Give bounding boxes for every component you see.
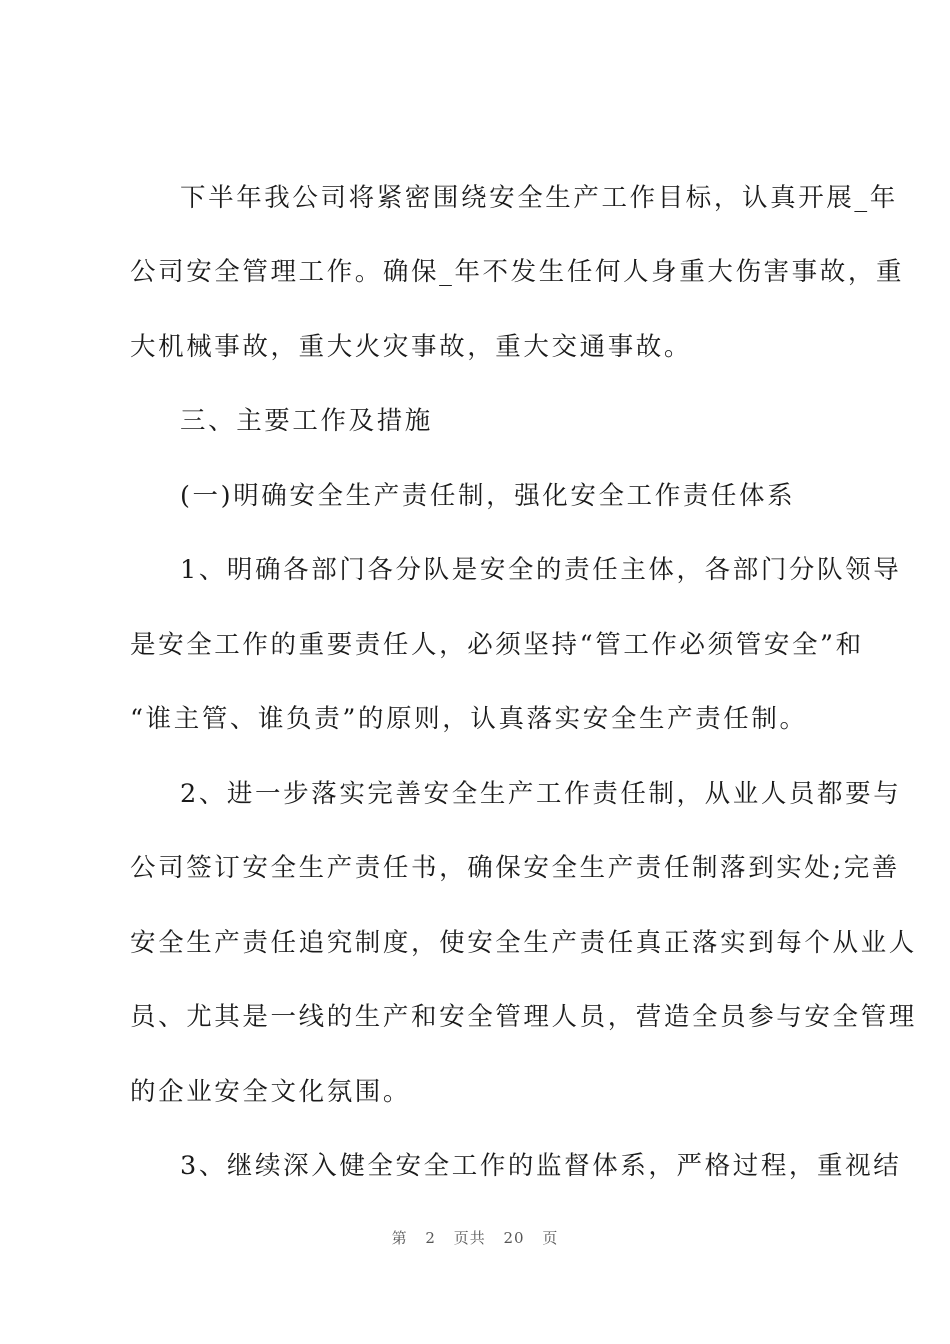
page-label-prefix: 第 [391, 1229, 408, 1247]
paragraph-line: 3、继续深入健全安全工作的监督体系，严格过程，重视结 [180, 1151, 902, 1181]
paragraph-line: 大机械事故，重大火灾事故，重大交通事故。 [130, 332, 693, 362]
total-pages-number: 20 [503, 1229, 525, 1247]
paragraph-line: 1、明确各部门各分队是安全的责任主体，各部门分队领导 [180, 555, 902, 585]
page-label-mid: 页共 [453, 1229, 486, 1247]
paragraph-line: 公司签订安全生产责任书，确保安全生产责任制落到实处;完善 [130, 853, 900, 883]
current-page-number: 2 [425, 1229, 436, 1247]
section-heading: 三、主要工作及措施 [180, 406, 433, 436]
paragraph-line: 的企业安全文化氛围。 [130, 1077, 412, 1107]
paragraph-line: 员、尤其是一线的生产和安全管理人员，营造全员参与安全管理 [130, 1002, 917, 1032]
page-label-suffix: 页 [542, 1229, 559, 1247]
page-number-footer [0, 1228, 950, 1248]
paragraph-line: 2、进一步落实完善安全生产工作责任制，从业人员都要与 [180, 779, 902, 809]
paragraph-line: 下半年我公司将紧密围绕安全生产工作目标，认真开展_年 [180, 183, 898, 213]
paragraph-line: 是安全工作的重要责任人，必须坚持“管工作必须管安全”和 [130, 630, 864, 660]
paragraph-line: 安全生产责任追究制度，使安全生产责任真正落实到每个从业人 [130, 928, 917, 958]
paragraph-line: 公司安全管理工作。确保_年不发生任何人身重大伤害事故，重 [130, 257, 905, 287]
paragraph-line: “谁主管、谁负责”的原则，认真落实安全生产责任制。 [130, 704, 808, 734]
subsection-heading: (一)明确安全生产责任制，强化安全工作责任体系 [180, 481, 796, 511]
